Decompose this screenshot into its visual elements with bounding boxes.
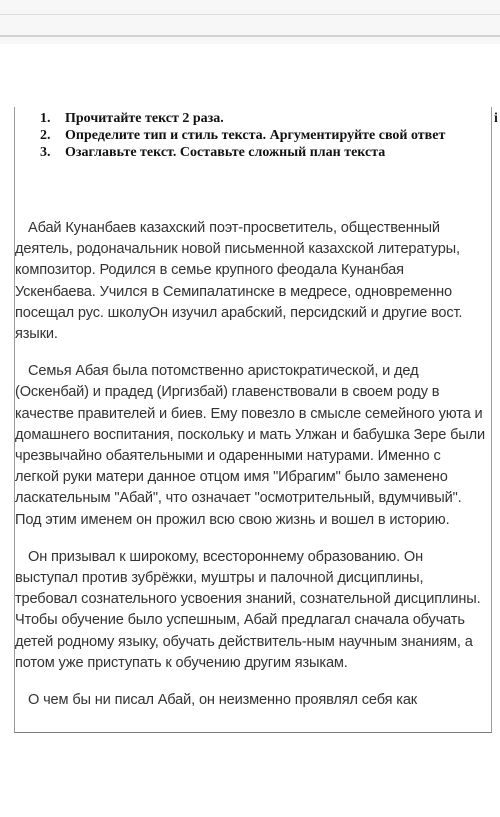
toolbar-divider xyxy=(0,35,500,37)
task-list xyxy=(15,111,491,161)
task-item xyxy=(15,145,491,161)
task-number: 1. xyxy=(40,111,51,126)
task-number: 3. xyxy=(40,145,51,160)
task-text: Озаглавьте текст. Составьте сложный план текста xyxy=(65,145,386,160)
toolbar-divider xyxy=(0,14,500,15)
browser-toolbar xyxy=(0,0,500,44)
task-item xyxy=(15,128,491,144)
paragraph: Он призывал к широкому, всестороннему образованию. Он выступал против зубрёжки, муштры и палочной дисциплины, требовал сознательного усвоения знаний, сознательной дисциплины. Чтобы обучение было успешным, Абай предлагал сначала обучать детей родному языку, обучать действитель-ным научным знаниям, а потом уже приступать к обучению другим языкам. xyxy=(15,548,481,671)
paragraph: О чем бы ни писал Абай, он неизменно проявлял себя как xyxy=(28,692,418,709)
task-item xyxy=(15,111,491,127)
task-text: Прочитайте текст 2 раза. xyxy=(65,111,224,126)
paragraph: Абай Кунанбаев казахский поэт-просветитель, общественный деятель, родоначальник новой письменной казахской литературы, композитор. Родился в семье крупного феодала Кунанбая Ускенбаева. Учился в Семипалатинске в медресе, одновременно посещал рус. школуОн изучил арабский, персидский и другие вост. языки. xyxy=(15,220,463,343)
task-number: 2. xyxy=(40,128,51,143)
document-page xyxy=(14,107,492,733)
task-text: Определите тип и стиль текста. Аргументируйте свой ответ xyxy=(65,128,446,143)
cropped-edge-text: і xyxy=(494,111,498,126)
article-text xyxy=(15,218,491,727)
paragraph: Семья Абая была потомственно аристократической, и дед (Оскенбай) и прадед (Иргизбай) главенствовали в своем роду в качестве правителей и биев. Ему повезло в смысле семейного уюта и домашнего воспитания, поскольку и мать Улжан и бабушка Зере были чрезвычайно обаятельными и одаренными натурами. Именно с легкой руки матери данное отцом имя "Ибрагим" было заменено ласкательным "Абай", что означает "осмотрительный, вдумчивый". Под этим именем он прожил всю свою жизнь и вошел в историю. xyxy=(15,363,486,528)
